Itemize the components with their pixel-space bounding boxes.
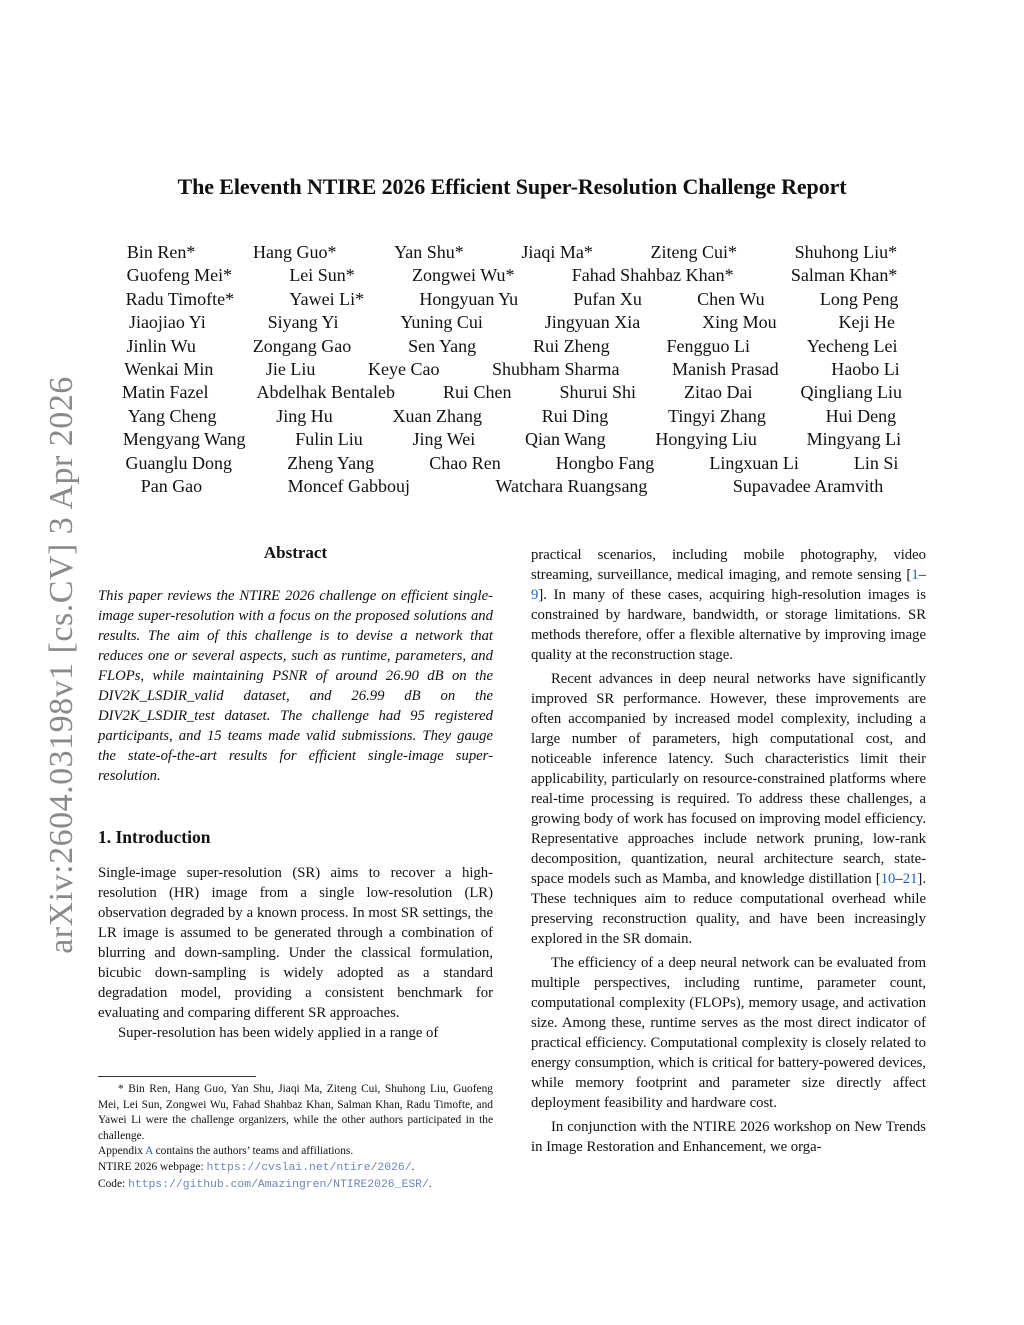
right-paragraph-2 <box>531 669 926 949</box>
author-name: Hongbo Fang <box>555 452 655 473</box>
author-name: Ziteng Cui* <box>650 242 738 262</box>
paper-title: The Eleventh NTIRE 2026 Efficient Super-Resolution Challenge Report <box>177 174 847 199</box>
author-name: Chao Ren <box>429 452 501 473</box>
author-name: Abdelhak Bentaleb <box>256 382 395 403</box>
author-name: Yuning Cui <box>400 312 483 333</box>
author-name: Qingliang Liu <box>800 382 902 403</box>
author-name: Supavadee Aramvith <box>732 476 884 497</box>
citation-link[interactable]: 9 <box>531 587 539 603</box>
author-name: Bin Ren* <box>126 242 196 262</box>
author-name: Watchara Ruangsang <box>495 476 648 497</box>
author-name: Shuhong Liu* <box>794 242 898 262</box>
author-name: Jiaqi Ma* <box>521 242 593 262</box>
text-run: – <box>918 567 926 583</box>
author-name: Keji He <box>838 312 895 333</box>
author-name: Guanglu Dong <box>125 452 233 473</box>
abstract-text: This paper reviews the NTIRE 2026 challenge on efficient single-image super-resolution with a focus on the proposed solutions and results. The aim of this challenge is to devise a network that reduces one or several aspects, such as runtime, parameters, and FLOPs, while maintaining PSNR of around 26.90 dB on the DIV2K_LSDIR_valid dataset, and 26.99 dB on the DIV2K_LSDIR_test dataset. The challenge had 95 registered participants, and 15 teams made valid submissions. They gauge the state-of-the-art results for efficient single-image super-resolution. <box>98 588 493 784</box>
citation-link[interactable]: 1 <box>911 567 919 583</box>
author-row <box>98 475 926 498</box>
author-row <box>98 428 926 451</box>
author-name: Lei Sun* <box>289 265 355 286</box>
author-name: Pan Gao <box>140 476 203 497</box>
author-name: Hang Guo* <box>252 242 337 262</box>
author-name: Pufan Xu <box>573 288 642 309</box>
author-list <box>98 241 926 498</box>
author-name: Shurui Shi <box>559 382 636 403</box>
author-name: Zongwei Wu* <box>412 265 515 286</box>
footnote-webpage: NTIRE 2026 webpage: https://cvslai.net/ntire/2026/. <box>98 1160 415 1174</box>
author-row <box>98 452 926 475</box>
author-name: Jing Hu <box>276 405 333 426</box>
author-name: Shubham Sharma <box>492 359 620 380</box>
author-name: Yecheng Lei <box>806 335 898 356</box>
author-name: Xuan Zhang <box>392 405 483 426</box>
author-name: Yan Shu* <box>394 242 464 262</box>
author-name: Rui Zheng <box>533 335 610 356</box>
author-name: Yawei Li* <box>289 288 365 309</box>
author-row <box>98 264 926 287</box>
author-name: Fulin Liu <box>295 429 363 450</box>
author-name: Hongyuan Yu <box>419 288 519 309</box>
footnote-organizers: * Bin Ren, Hang Guo, Yan Shu, Jiaqi Ma, Ziteng Cui, Shuhong Liu, Guofeng Mei, Lei Sun, Zongwei Wu, Fahad Shahbaz Khan, Salman Khan, Radu Timofte, and Yawei Li were the challenge organizers, while the other authors participated in the challenge. <box>98 1083 493 1142</box>
author-name: Jie Liu <box>265 359 316 380</box>
abstract-heading: Abstract <box>263 543 328 562</box>
text-run: – <box>895 871 903 887</box>
author-name: Tingyi Zhang <box>668 405 766 426</box>
author-name: Xing Mou <box>702 312 777 333</box>
text-run: Appendix <box>98 1145 146 1158</box>
author-name: Radu Timofte* <box>125 288 235 309</box>
author-name: Fahad Shahbaz Khan* <box>571 265 734 286</box>
author-name: Moncef Gabbouj <box>287 476 411 497</box>
footnote-rule <box>98 1076 256 1077</box>
citation-link[interactable]: 21 <box>902 871 918 887</box>
author-name: Hui Deng <box>825 405 897 426</box>
author-row <box>98 405 926 428</box>
author-name: Zongang Gao <box>252 335 352 356</box>
right-paragraph-1 <box>531 545 926 665</box>
author-name: Guofeng Mei* <box>126 265 233 286</box>
text-run: practical scenarios, including mobile photography, video streaming, surveillance, medical imaging, and remote sensing [ <box>531 547 926 583</box>
author-name: Zheng Yang <box>287 452 375 473</box>
intro-heading: 1. Introduction <box>98 827 211 847</box>
text-run: Recent advances in deep neural networks have significantly improved SR performance. However, these improvements are often accompanied by increased model complexity, including a large number of parameters, high computational cost, and noticeable inference latency. Such characteristics limit their applicability, particularly on resource-constrained platforms where real-time processing is required. To address these challenges, a growing body of work has focused on improving model efficiency. Representative approaches include network pruning, low-rank decomposition, quantization, neural architecture search, state-space models such as Mamba, and knowledge distillation [ <box>531 671 926 887</box>
author-row <box>98 241 926 264</box>
arxiv-stamp: arXiv:2604.03198v1 [cs.CV] 3 Apr 2026 <box>43 376 80 954</box>
author-name: Wenkai Min <box>124 359 214 380</box>
author-name: Long Peng <box>819 288 899 309</box>
author-name: Chen Wu <box>697 288 765 309</box>
author-name: Lingxuan Li <box>709 452 799 473</box>
text-run: ]. These techniques aim to reduce computational overhead while preserving reconstruction quality, and have been increasingly explored in the SR domain. <box>531 871 926 947</box>
author-name: Jing Wei <box>412 429 476 450</box>
author-name: Jiaojiao Yi <box>128 312 206 333</box>
appendix-link[interactable]: A <box>145 1145 153 1158</box>
author-name: Qian Wang <box>524 429 606 450</box>
author-name: Matin Fazel <box>122 382 209 403</box>
footnote <box>98 1082 493 1193</box>
author-name: Salman Khan* <box>790 265 898 286</box>
author-name: Mengyang Wang <box>122 429 246 450</box>
intro-paragraph-2: Super-resolution has been widely applied in a range of <box>118 1025 439 1041</box>
author-name: Hongying Liu <box>655 429 757 450</box>
intro-left-column <box>98 863 493 1043</box>
author-name: Mingyang Li <box>806 429 902 450</box>
intro-right-column <box>531 545 926 1157</box>
author-name: Sen Yang <box>408 335 477 356</box>
author-row <box>98 358 926 381</box>
author-name: Yang Cheng <box>127 405 217 426</box>
author-name: Keye Cao <box>367 359 440 380</box>
author-row <box>98 381 926 404</box>
author-name: Haobo Li <box>831 359 900 380</box>
text-run: Code: <box>98 1177 129 1190</box>
author-name: Fengguo Li <box>666 335 750 356</box>
author-row <box>98 288 926 311</box>
intro-paragraph-1: Single-image super-resolution (SR) aims to recover a high-resolution (HR) image from a single low-resolution (LR) observation degraded by a known process. In most SR settings, the LR image is assumed to be generated through a combination of blurring and down-sampling. Under the classical formulation, bicubic down-sampling is widely adopted as a standard degradation model, providing a consistent benchmark for evaluating and comparing different SR approaches. <box>98 865 493 1021</box>
author-name: Lin Si <box>853 452 899 473</box>
footnote-appendix <box>98 1144 493 1160</box>
author-row <box>98 311 926 334</box>
footnote-code: Code: https://github.com/Amazingren/NTIRE2026_ESR/. <box>98 1177 432 1191</box>
author-name: Jingyuan Xia <box>544 312 641 333</box>
right-paragraph-4: In conjunction with the NTIRE 2026 workshop on New Trends in Image Restoration and Enhancement, we orga- <box>531 1119 926 1155</box>
webpage-url-link[interactable]: https://cvslai.net/ntire/2026/ <box>206 1161 412 1174</box>
author-name: Jinlin Wu <box>126 335 196 356</box>
code-url-link[interactable]: https://github.com/Amazingren/NTIRE2026_ESR/ <box>128 1178 429 1191</box>
author-row <box>98 335 926 358</box>
author-name: Rui Ding <box>541 405 609 426</box>
author-name: Rui Chen <box>442 382 512 403</box>
text-run: contains the authors’ teams and affiliations. <box>152 1145 354 1158</box>
right-paragraph-3: The efficiency of a deep neural network can be evaluated from multiple perspectives, including runtime, parameter count, computational complexity (FLOPs), memory usage, and activation size. Among these, runtime serves as the most direct indicator of practical efficiency. Computational complexity is closely related to energy consumption, which is critical for battery-powered devices, while memory footprint and parameter size directly affect deployment feasibility and hardware cost. <box>531 955 926 1111</box>
author-name: Siyang Yi <box>267 312 339 333</box>
text-run: NTIRE 2026 webpage: <box>98 1160 207 1173</box>
author-name: Zitao Dai <box>684 382 753 403</box>
text-run: ]. In many of these cases, acquiring high-resolution images is constrained by hardware, bandwidth, or storage limitations. SR methods therefore, offer a flexible alternative by improving image quality at the reconstruction stage. <box>531 587 926 663</box>
citation-link[interactable]: 10 <box>880 871 896 887</box>
author-name: Manish Prasad <box>672 359 779 380</box>
